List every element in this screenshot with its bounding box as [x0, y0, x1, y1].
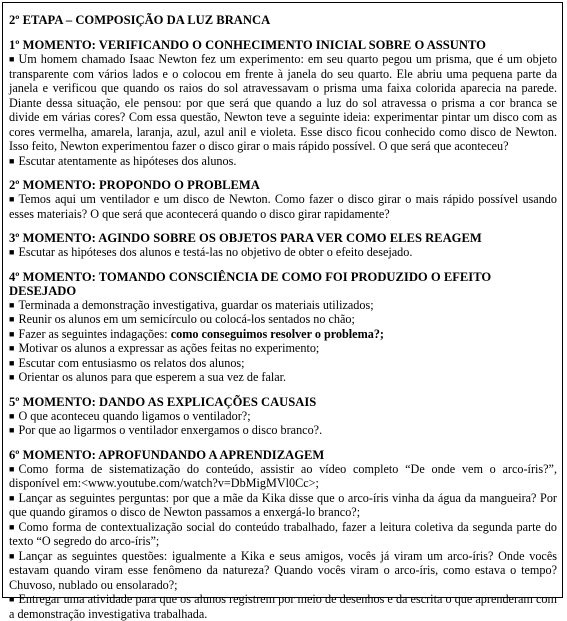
- document-frame: [2, 2, 563, 598]
- list-item: [9, 491, 557, 520]
- item-text: Escutar atentamente as hipóteses dos alunos.: [18, 154, 236, 168]
- bullet-square-icon: ■: [9, 549, 14, 564]
- list-item: [9, 245, 557, 260]
- bullet-square-icon: ■: [9, 298, 14, 313]
- bullet-square-icon: ■: [9, 370, 14, 385]
- bullet-square-icon: ■: [9, 341, 14, 356]
- bullet-square-icon: ■: [9, 409, 14, 424]
- list-item: [9, 520, 557, 549]
- item-text: Temos aqui um ventilador e um disco de Newton. Como fazer o disco girar o mais rápido possível usando esses materiais? O que será que acontecerá quando o disco girar rapidamente?: [9, 192, 557, 221]
- list-item: [9, 298, 557, 313]
- section-title: 2º MOMENTO: PROPONDO O PROBLEMA: [9, 178, 557, 192]
- item-text: Escutar com entusiasmo os relatos dos alunos;: [18, 356, 244, 370]
- list-item: [9, 592, 557, 621]
- section-moment-5: [9, 395, 557, 438]
- section-moment-6: [9, 448, 557, 621]
- section-moment-4: [9, 270, 557, 385]
- bullet-square-icon: ■: [9, 491, 14, 506]
- bullet-square-icon: ■: [9, 245, 14, 260]
- list-item: [9, 409, 557, 424]
- bullet-square-icon: ■: [9, 356, 14, 371]
- item-text: Terminada a demonstração investigativa, guardar os materiais utilizados;: [18, 298, 373, 312]
- bullet-square-icon: ■: [9, 327, 14, 342]
- bullet-square-icon: ■: [9, 592, 14, 607]
- section-moment-1: [9, 38, 557, 168]
- list-item: [9, 312, 557, 327]
- item-text: Lançar as seguintes questões: igualmente a Kika e seus amigos, vocês já viram um arco-íris? Onde vocês estavam quando viram esse fenômeno da natureza? Quando vocês viram o arco-íris, como estava o tempo? Chuvoso, nublado ou ensolarado?;: [9, 549, 557, 592]
- list-item: [9, 341, 557, 356]
- bullet-square-icon: ■: [9, 462, 14, 477]
- section-title: 5º MOMENTO: DANDO AS EXPLICAÇÕES CAUSAIS: [9, 395, 557, 409]
- item-emphasis: como conseguimos resolver o problema?;: [171, 327, 384, 341]
- list-item: [9, 549, 557, 593]
- bullet-square-icon: ■: [9, 520, 14, 535]
- list-item: [9, 154, 557, 169]
- sections-container: [9, 38, 557, 621]
- list-item: [9, 370, 557, 385]
- item-text: Por que ao ligarmos o ventilador enxergamos o disco branco?.: [18, 423, 322, 437]
- section-moment-2: [9, 178, 557, 221]
- list-item: [9, 327, 557, 342]
- item-text: Como forma de sistematização do conteúdo, assistir ao vídeo completo “De onde vem o arco-íris?”, disponível em:<www.youtube.com/watch?v=DbMigMVl0Cc>;: [9, 462, 557, 491]
- bullet-square-icon: ■: [9, 423, 14, 438]
- item-text: O que aconteceu quando ligamos o ventilador?;: [18, 409, 250, 423]
- page-title: 2º ETAPA – COMPOSIÇÃO DA LUZ BRANCA: [9, 13, 557, 27]
- section-title: 4º MOMENTO: TOMANDO CONSCIÊNCIA DE COMO FOI PRODUZIDO O EFEITO DESEJADO: [9, 270, 557, 298]
- bullet-square-icon: ■: [9, 312, 14, 327]
- list-item: [9, 356, 557, 371]
- item-text: Lançar as seguintes perguntas: por que a mãe da Kika disse que o arco-íris vinha da água da mangueira? Por que quando giramos o disco de Newton passamos a enxergá-lo branco?;: [9, 491, 557, 520]
- item-text: Motivar os alunos a expressar as ações feitas no experimento;: [18, 341, 319, 355]
- item-text: Orientar os alunos para que esperem a sua vez de falar.: [18, 370, 286, 384]
- section-title: 6º MOMENTO: APROFUNDANDO A APRENDIZAGEM: [9, 448, 557, 462]
- list-item: [9, 52, 557, 154]
- item-text: Entregar uma atividade para que os alunos registrem por meio de desenhos e da escrita o que aprenderam com a demonstração investigativa trabalhada.: [9, 592, 557, 621]
- bullet-square-icon: ■: [9, 154, 14, 169]
- bullet-square-icon: ■: [9, 192, 14, 207]
- section-moment-3: [9, 231, 557, 260]
- item-text: Um homem chamado Isaac Newton fez um experimento: em seu quarto pegou um prisma, que é um objeto transparente com vários lados e o colocou em frente à janela do seu quarto. Ele abriu uma pequena parte da janela e verificou que quando os raios do sol atravessavam o prisma uma faixa colorida aparecia na parede. Diante dessa situação, ele pensou: por que será que quando a luz do sol atravessa o prisma a cor branca se divide em várias cores? Com essa questão, Newton teve a seguinte ideia: experimentar pintar um disco com as cores vermelha, amarela, laranja, azul, azul anil e violeta. Esse disco ficou conhecido como disco de Newton. Isso feito, Newton experimentou fazer o disco girar o mais rápido possível. O que será que aconteceu?: [9, 52, 557, 153]
- list-item: [9, 462, 557, 491]
- item-text: Escutar as hipóteses dos alunos e testá-las no objetivo de obter o efeito desejado.: [18, 245, 412, 259]
- item-text: Reunir os alunos em um semicírculo ou colocá-los sentados no chão;: [18, 312, 354, 326]
- list-item: [9, 192, 557, 221]
- list-item: [9, 423, 557, 438]
- section-title: 1º MOMENTO: VERIFICANDO O CONHECIMENTO INICIAL SOBRE O ASSUNTO: [9, 38, 557, 52]
- bullet-square-icon: ■: [9, 52, 14, 67]
- item-text: Fazer as seguintes indagações:: [18, 327, 170, 341]
- item-text: Como forma de contextualização social do conteúdo trabalhado, fazer a leitura coletiva da segunda parte do texto “O segredo do arco-íris”;: [9, 520, 557, 549]
- section-title: 3º MOMENTO: AGINDO SOBRE OS OBJETOS PARA VER COMO ELES REAGEM: [9, 231, 557, 245]
